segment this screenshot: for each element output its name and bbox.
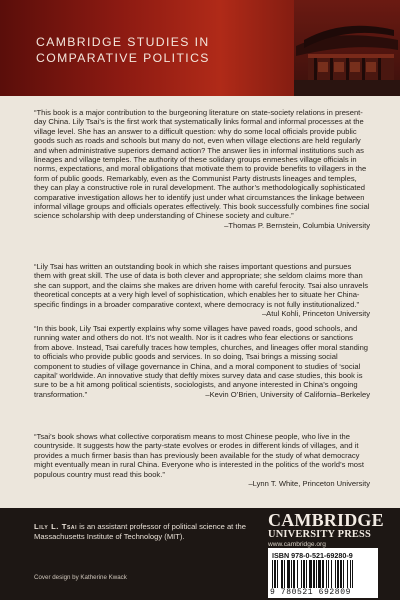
- publisher-url: www.cambridge.org: [268, 541, 326, 548]
- quote-text: “In this book, Lily Tsai expertly explains why some villages have paved roads, good schools, and running water and others do not. It’s not wealth. Nor is it cadres who fear elections or sanctions from above. Instead, Tsai carefully traces how temples, churches, and lineages offer moral standing to officials who provide public goods and services. In so doing, Tsai brings a missing social component to studies of village governance in China, and a moral component to studies of ‘social capital’ worldwide. An innovative study that deftly mixes survey data and case studies, this book is sure to be a hit among political scientists, sociologists, and anyone interested in China’s ongoing transformation.”: [34, 324, 369, 399]
- author-bio: [34, 522, 254, 541]
- cover-footer: [0, 508, 400, 600]
- series-title-line2: COMPARATIVE POLITICS: [36, 51, 210, 65]
- quote-text: “Lily Tsai has written an outstanding book in which she raises important questions and pursues them with great skill. The use of data is both clever and appropriate; she seldom claims more than she can support, and the claims she makes are driven home with careful ferocity. Tsai also unravels theoretical concepts at a very high level of sophistication, which enables her to situate her China-specific findings in a broader comparative context, where democracy is not fully institutionalized.”: [34, 262, 369, 309]
- isbn-number: ISBN 978-0-521-69280-9: [272, 551, 353, 560]
- quote-attribution: –Lynn T. White, Princeton University: [248, 479, 370, 489]
- quote-attribution: –Atul Kohli, Princeton University: [261, 309, 370, 319]
- barcode: [268, 548, 378, 598]
- quote-text: “This book is a major contribution to the burgeoning literature on state-society relations in present-day China. Lily Tsai’s is the first work that systematically links formal and informal processes at the village level. She has an answer to a difficult question: why do some local officials provide public goods such as roads and schools but many do not, even when village elections are held regularly and when administrative superiors demand action? The answer lies in informal institutions such as lineages and village temples. The authority of these solidary groups enmeshes village officials in norms, expectations, and moral obligations that motivate them to provide benefits to villagers in the form of public goods. Remarkably, even as the Communist Party distrusts lineages and temples, they can play a constructive role in rural development. The author’s methodologically sophisticated comparative investigation allows her to identify just under what circumstances the linkage between informal village groups and officials operates effectively. This book successfully combines fine social science scholarship with deep understanding of Chinese society and culture.”: [34, 108, 370, 221]
- quote-text: “Tsai’s book shows what collective corporatism means to most Chinese people, who live in the countryside. It suggests how the party-state evolves or erodes in different kinds of villages, and it provides a much firmer basis than has previously been available for the study of what democracy might eventually mean in rural China. Everyone who is interested in the politics of the world’s most populous country must read this book.”: [34, 432, 364, 479]
- cover-design-credit: Cover design by Katherine Kwack: [34, 574, 127, 581]
- endorsement-quote: [34, 108, 370, 230]
- series-title-line1: CAMBRIDGE STUDIES IN: [36, 35, 210, 49]
- publisher-name: CAMBRIDGE: [268, 510, 384, 530]
- publisher-logo: [268, 510, 384, 548]
- endorsement-quote: [34, 324, 370, 399]
- quote-attribution: –Thomas P. Bernstein, Columbia University: [224, 220, 370, 230]
- endorsements-panel: [0, 96, 400, 508]
- series-title: [36, 34, 210, 66]
- quote-attribution: –Kevin O’Brien, University of California–Berkeley: [205, 389, 370, 399]
- cover-header: [0, 0, 400, 96]
- publisher-press: UNIVERSITY PRESS: [268, 529, 371, 540]
- barcode-image: [272, 560, 374, 588]
- author-bio-text: is an assistant professor of political science at the Massachusetts Institute of Technology (MIT).: [34, 522, 246, 541]
- endorsement-quote: [34, 432, 370, 488]
- author-name: Lily L. Tsai: [34, 522, 78, 531]
- barcode-digits: 9 780521 692809: [270, 588, 352, 597]
- temple-photo-image: [294, 0, 400, 96]
- endorsement-quote: [34, 262, 370, 318]
